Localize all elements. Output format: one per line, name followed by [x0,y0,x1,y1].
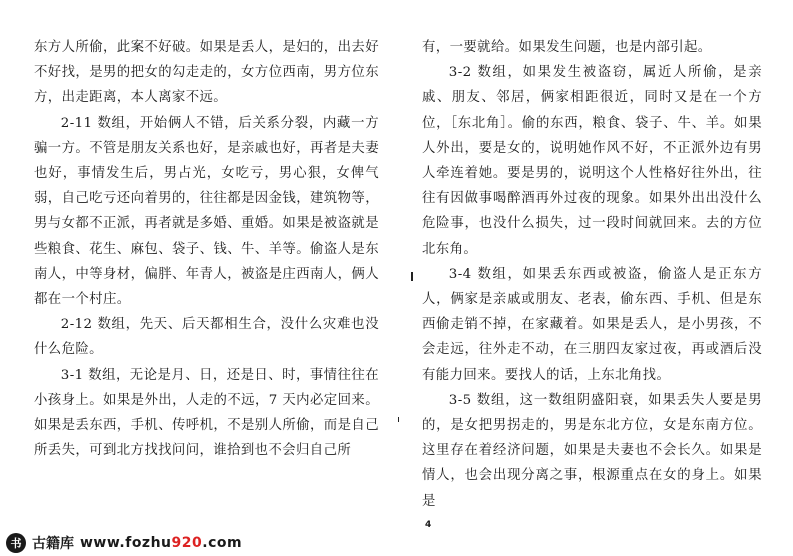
paragraph: 3-5 数组，这一数组阴盛阳衰，如果丢失人要是男的，是女把男拐走的，男是东北方位，女是东南方位。这里存在着经济问题，如果是夫妻也不会长久。如果是情人，也会出现分离之事，根源重点在女的身上。如果是 [422,392,762,509]
scan-mark [411,272,413,281]
page-number: 4 [425,520,432,530]
left-column [34,35,379,463]
paragraph: 3-1 数组，无论是月、日，还是日、时，事情往往在小孩身上。如果是外出，人走的不远，7 天内必定回来。如果是丢东西，手机、传呼机，不是别人所偷，而是自己所丢失，可到北方找找问问，谁拾到也不会归自己所 [34,367,379,459]
watermark-footer[interactable] [0,530,266,556]
scan-mark [398,417,399,422]
paragraph: 3-2 数组，如果发生被盗窃，属近人所偷，是亲戚、朋友、邻居，俩家相距很近，同时又是在一个方位，［东北角］。偷的东西，粮食、袋子、牛、羊。如果人外出，要是女的，说明她作风不好，不正派外边有男人牵连着她。要是男的，说明这个人性格好往外出，往往有因做事喝醉酒再外过夜的现象。如果外出出没什么危险事，也没什么损失，过一段时间就回来。去的方位北东角。 [422,65,762,257]
site-name: 古籍库 [32,536,74,552]
url-suffix: .com [202,535,243,551]
book-logo-icon: 书 [6,533,26,553]
paragraph: 东方人所偷，此案不好破。如果是丢人，是妇的，出去好不好找，是男的把女的勾走走的，女方位西南，男方位东方，出走距离，本人离家不远。 [34,40,379,106]
site-url[interactable] [80,535,242,551]
right-column [422,35,762,514]
paragraph: 2-11 数组，开始俩人不错，后关系分裂，内藏一方骗一方。不管是朋友关系也好，是亲戚也好，再者是夫妻也好，事情发生后，男占光，女吃亏，男心狠，女俾气弱，自己吃亏还向着男的，往往都是因金钱，建筑物等，男与女都不正派，再者就是多婚、重婚。如果是被盗就是些粮食、花生、麻包、袋子、钱、牛、羊等。偷盗人是东南人，中等身材，偏胖、年青人，被盗是庄西南人，俩人都在一个村庄。 [34,115,379,308]
paragraph: 2-12 数组，先天、后天都相生合，没什么灾难也没什么危险。 [34,317,379,358]
url-number: 920 [171,535,203,551]
url-prefix: www.fozhu [80,535,172,551]
paragraph: 有，一要就给。如果发生问题，也是内部引起。 [422,40,712,55]
paragraph: 3-4 数组，如果丢东西或被盗，偷盗人是正东方人，俩家是亲戚或朋友、老表，偷东西、手机、但是东西偷走销不掉，在家藏着。如果是丢人，是小男孩，不会走远，往外走不动，在三朋四友家过夜，再或酒后没有能力回来。要找人的话，上东北角找。 [422,266,762,383]
